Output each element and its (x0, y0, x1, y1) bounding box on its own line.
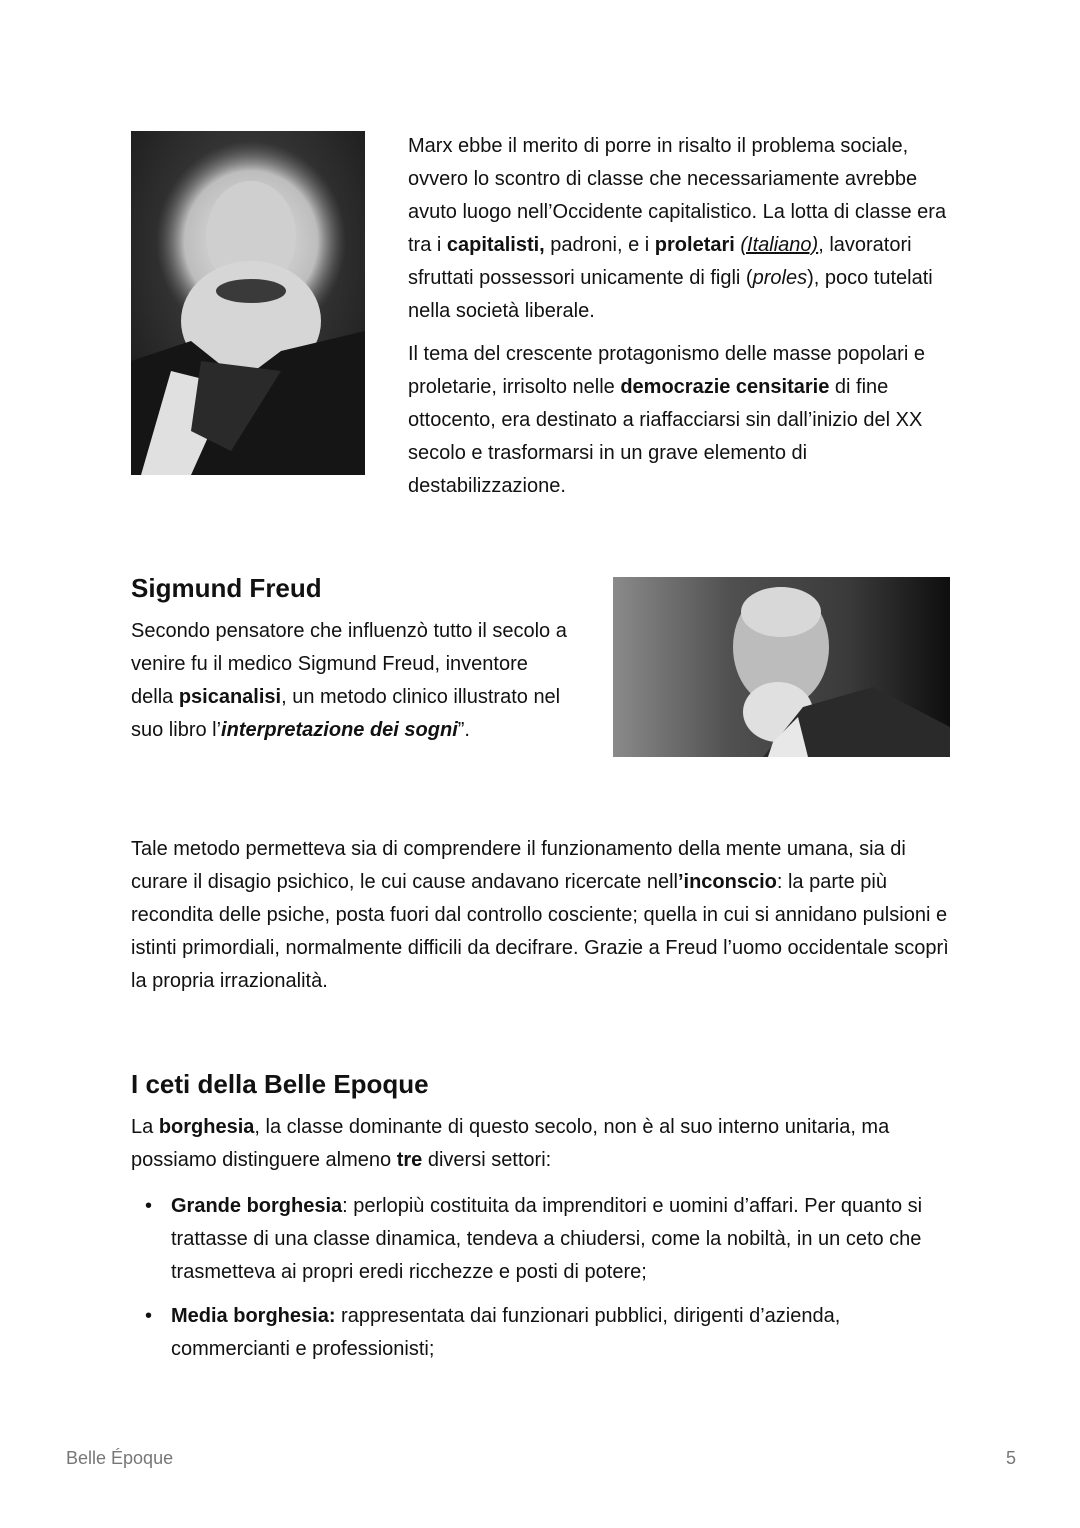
term-democrazie-censitarie: democrazie censitarie (620, 376, 830, 398)
term-proles: proles (752, 267, 808, 289)
ceti-heading: I ceti della Belle Epoque (131, 1069, 429, 1099)
term-proletari: proletari (654, 234, 735, 256)
marx-paragraph-1: Marx ebbe il merito di porre in risalto il problema sociale, ovvero lo scontro di classe che necessariamente avrebbe avuto luogo nell’Occidente capitalistico. La lotta di classe era tra i capitalisti, padroni, e i proletari (Italiano), lavoratori sfruttati possessori unicamente di figli (proles), poco tutelati nella società liberale. (408, 135, 947, 322)
bullet-icon: • (145, 1195, 153, 1217)
marx-paragraph-2: Il tema del crescente protagonismo delle masse popolari e proletarie, irrisolto nelle democrazie censitarie di fine ottocento, era destinato a riaffacciarsi sin dall’inizio del XX secolo e trasformarsi in un grave elemento di destabilizzazione. (408, 343, 925, 497)
freud-paragraph-1: Secondo pensatore che influenzò tutto il secolo a venire fu il medico Sigmund Freud, inventore della psicanalisi, un metodo clinico illustrato nel suo libro l’interpretazione dei sogni”. (131, 620, 567, 741)
list-item-text: rappresentata dai funzionari pubblici, dirigenti d’azienda, commercianti e professionisti; (171, 1305, 841, 1360)
footer-page-number: 5 (1005, 1448, 1016, 1468)
footer-document-title: Belle Époque (66, 1448, 174, 1468)
list-item-term: Media borghesia: (171, 1305, 336, 1327)
list-item-media-borghesia (131, 1300, 951, 1366)
freud-portrait-image (613, 577, 950, 757)
marx-text (408, 130, 953, 503)
term-psicanalisi: psicanalisi (178, 686, 282, 708)
bullet-icon: • (145, 1305, 153, 1327)
term-borghesia: borghesia (158, 1116, 255, 1138)
list-item-term: Grande borghesia (171, 1195, 343, 1217)
freud-method-text (131, 833, 951, 998)
list-item-grande-borghesia (131, 1190, 951, 1289)
term-tre: tre (396, 1149, 423, 1171)
freud-intro-text (131, 615, 571, 747)
term-capitalisti: capitalisti, (446, 234, 545, 256)
borghesia-list (131, 1190, 951, 1366)
freud-paragraph-2: Tale metodo permetteva sia di comprendere il funzionamento della mente umana, sia di curare il disagio psichico, le cui cause andavano ricercate nell’inconscio: la parte più recondita delle psiche, posta fuori dal controllo cosciente; quella in cui si annidano pulsioni e istinti primordiali, normalmente difficili da decifrare. Grazie a Freud l’uomo occidentale scoprì la propria irrazionalità. (131, 838, 949, 992)
marx-portrait-image (131, 131, 365, 475)
freud-heading: Sigmund Freud (131, 573, 322, 603)
ceti-intro-text (131, 1111, 951, 1177)
ceti-intro-paragraph: La borghesia, la classe dominante di questo secolo, non è al suo interno unitaria, ma possiamo distinguere almeno tre diversi settori: (131, 1116, 890, 1171)
list-item-text: : perlopiù costituita da imprenditori e uomini d’affari. Per quanto si trattasse di una classe dinamica, tendeva a chiudersi, come la nobiltà, in un ceto che trasmetteva ai propri eredi ricchezze e posti di potere; (171, 1195, 923, 1283)
italiano-link[interactable]: (Italiano) (740, 234, 819, 256)
term-inconscio: ’inconscio (677, 871, 777, 893)
term-interpretazione-dei-sogni: interpretazione dei sogni (221, 719, 458, 741)
